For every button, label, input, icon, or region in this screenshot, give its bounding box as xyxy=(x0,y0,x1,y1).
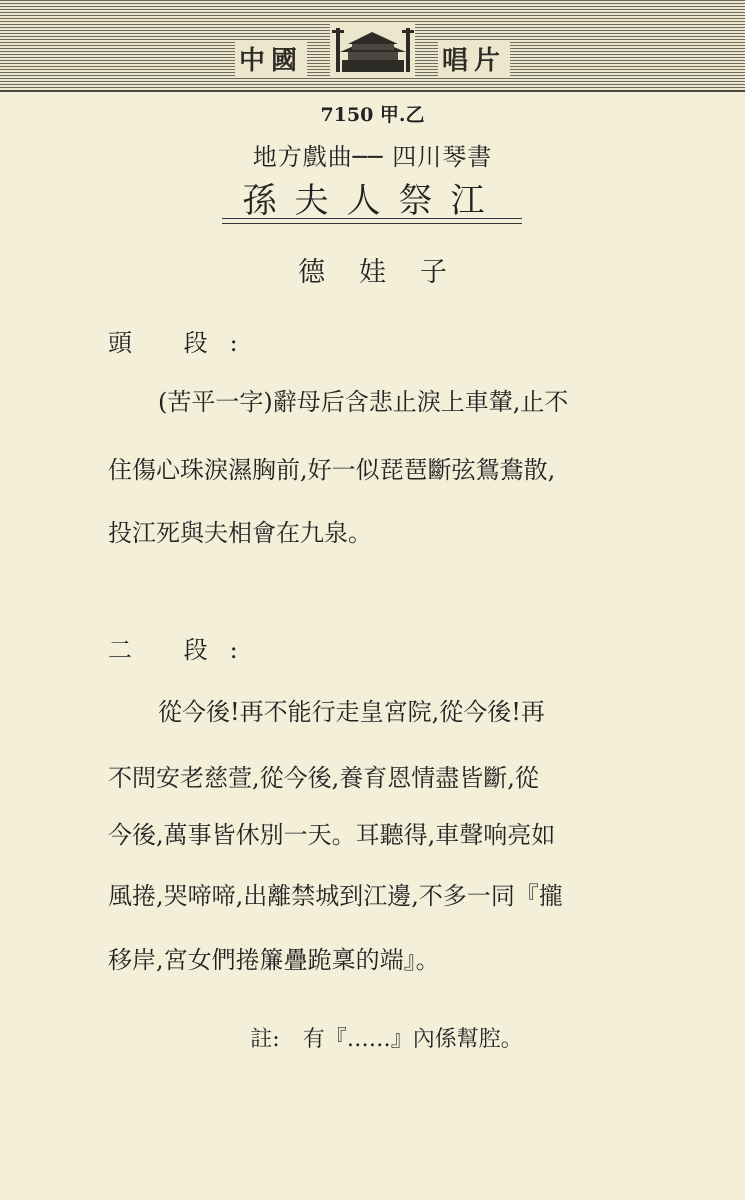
footnote-label: 註: xyxy=(250,1027,280,1052)
logo-text-right: 唱片 xyxy=(438,40,510,77)
lyric-line: 投江死與夫相會在九泉。 xyxy=(108,519,372,547)
lyric-line: 移岸,宮女們捲簾疊跪稟的端』。 xyxy=(108,946,440,974)
footnote-text: 有『……』內係幫腔。 xyxy=(302,1027,523,1052)
catalog-number: 7150 甲.乙 xyxy=(320,104,425,126)
header-band xyxy=(0,0,745,92)
section-label-2: 二 段: xyxy=(108,636,260,664)
china-record-logo xyxy=(235,22,510,77)
logo-text-left: 中國 xyxy=(235,40,307,77)
title-underline xyxy=(222,218,522,224)
lyric-line: 風捲,哭啼啼,出離禁城到江邊,不多一同『攏 xyxy=(108,882,563,910)
performer-name: 德娃子 xyxy=(298,257,481,288)
song-title: 孫夫人祭江 xyxy=(242,181,503,221)
footnote xyxy=(0,1022,745,1053)
lyric-line: 從今後!再不能行走皇宮院,從今後!再 xyxy=(158,698,545,726)
genre-subtitle: 地方戲曲── 四川琴書 xyxy=(252,143,493,171)
lyric-line: 不問安老慈萱,從今後,養育恩情盡皆斷,從 xyxy=(108,764,539,792)
lyric-line: (苦平一字)辭母后含悲止淚上車輦,止不 xyxy=(158,388,569,416)
lyric-line: 今後,萬事皆休別一天。耳聽得,車聲响亮如 xyxy=(108,821,556,849)
section-label-1: 頭 段: xyxy=(108,329,260,357)
tiananmen-icon xyxy=(330,22,415,77)
lyric-line: 住傷心珠淚濕胸前,好一似琵琶斷弦鴛鴦散, xyxy=(108,456,556,484)
